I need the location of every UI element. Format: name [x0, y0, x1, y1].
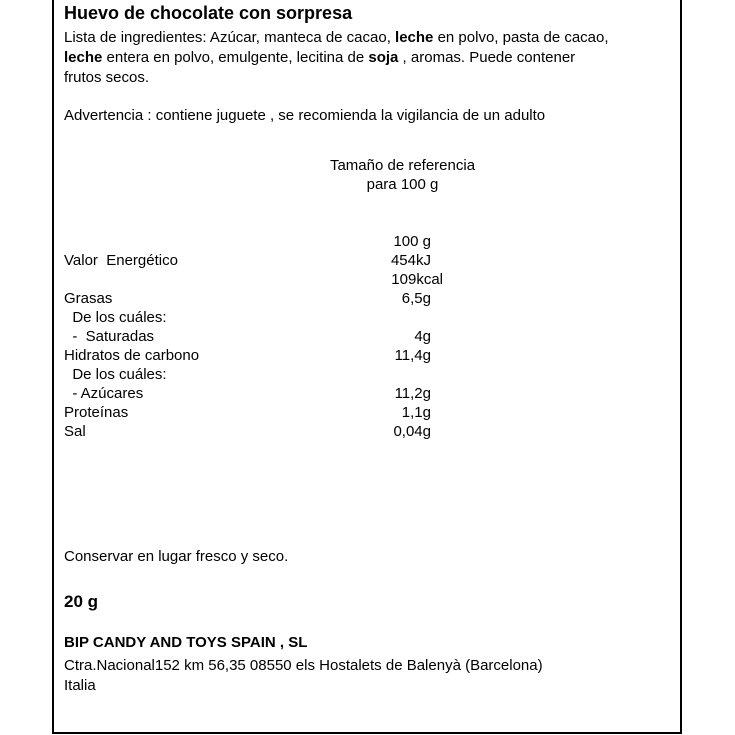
nutrition-value: 11,4g [394, 347, 431, 364]
company-address: Ctra.Nacional152 km 56,35 08550 els Hostalets de Balenyà (Barcelona) [64, 657, 543, 674]
country-of-origin: Italia [64, 677, 96, 694]
ingredients-line-1: Lista de ingredientes: Azúcar, manteca de cacao, leche en polvo, pasta de cacao, [64, 29, 609, 46]
nutrition-label: Proteínas [64, 404, 129, 421]
nutrition-label: Sal [64, 423, 86, 440]
nutrition-label: Hidratos de carbono [64, 347, 200, 364]
company-name: BIP CANDY AND TOYS SPAIN , SL [64, 634, 308, 651]
nutrition-value: 6,5g [401, 290, 431, 307]
reference-size-label: Tamaño de referencia [329, 157, 476, 174]
nutrition-label: - Saturadas [64, 328, 155, 345]
nutrition-label: Valor Energético [64, 252, 178, 269]
product-title: Huevo de chocolate con sorpresa [64, 3, 353, 23]
nutrition-label: De los cuáles: [64, 309, 167, 326]
storage-instructions: Conservar en lugar fresco y seco. [64, 548, 289, 565]
nutrition-label: De los cuáles: [64, 366, 167, 383]
nutrition-value: 4g [414, 328, 431, 345]
ingredients-line-3: frutos secos. [64, 69, 150, 86]
nutrition-value: 1,1g [401, 404, 431, 421]
nutrition-label: - Azúcares [64, 385, 144, 402]
reference-size-value: para 100 g [366, 176, 439, 193]
nutrition-value: 109kcal [391, 271, 443, 288]
ingredients-list [64, 28, 609, 88]
nutrition-value: 0,04g [393, 423, 431, 440]
ingredients-line-2: leche entera en polvo, emulgente, lecitina de soja , aromas. Puede contener [64, 49, 576, 66]
nutrition-value: 11,2g [394, 385, 431, 402]
net-weight: 20 g [64, 592, 99, 611]
nutrition-value: 454kJ [390, 252, 431, 269]
warning-text: Advertencia : contiene juguete , se recomienda la vigilancia de un adulto [64, 107, 546, 124]
nutrition-column-header: 100 g [393, 233, 431, 250]
nutrition-label: Grasas [64, 290, 113, 307]
